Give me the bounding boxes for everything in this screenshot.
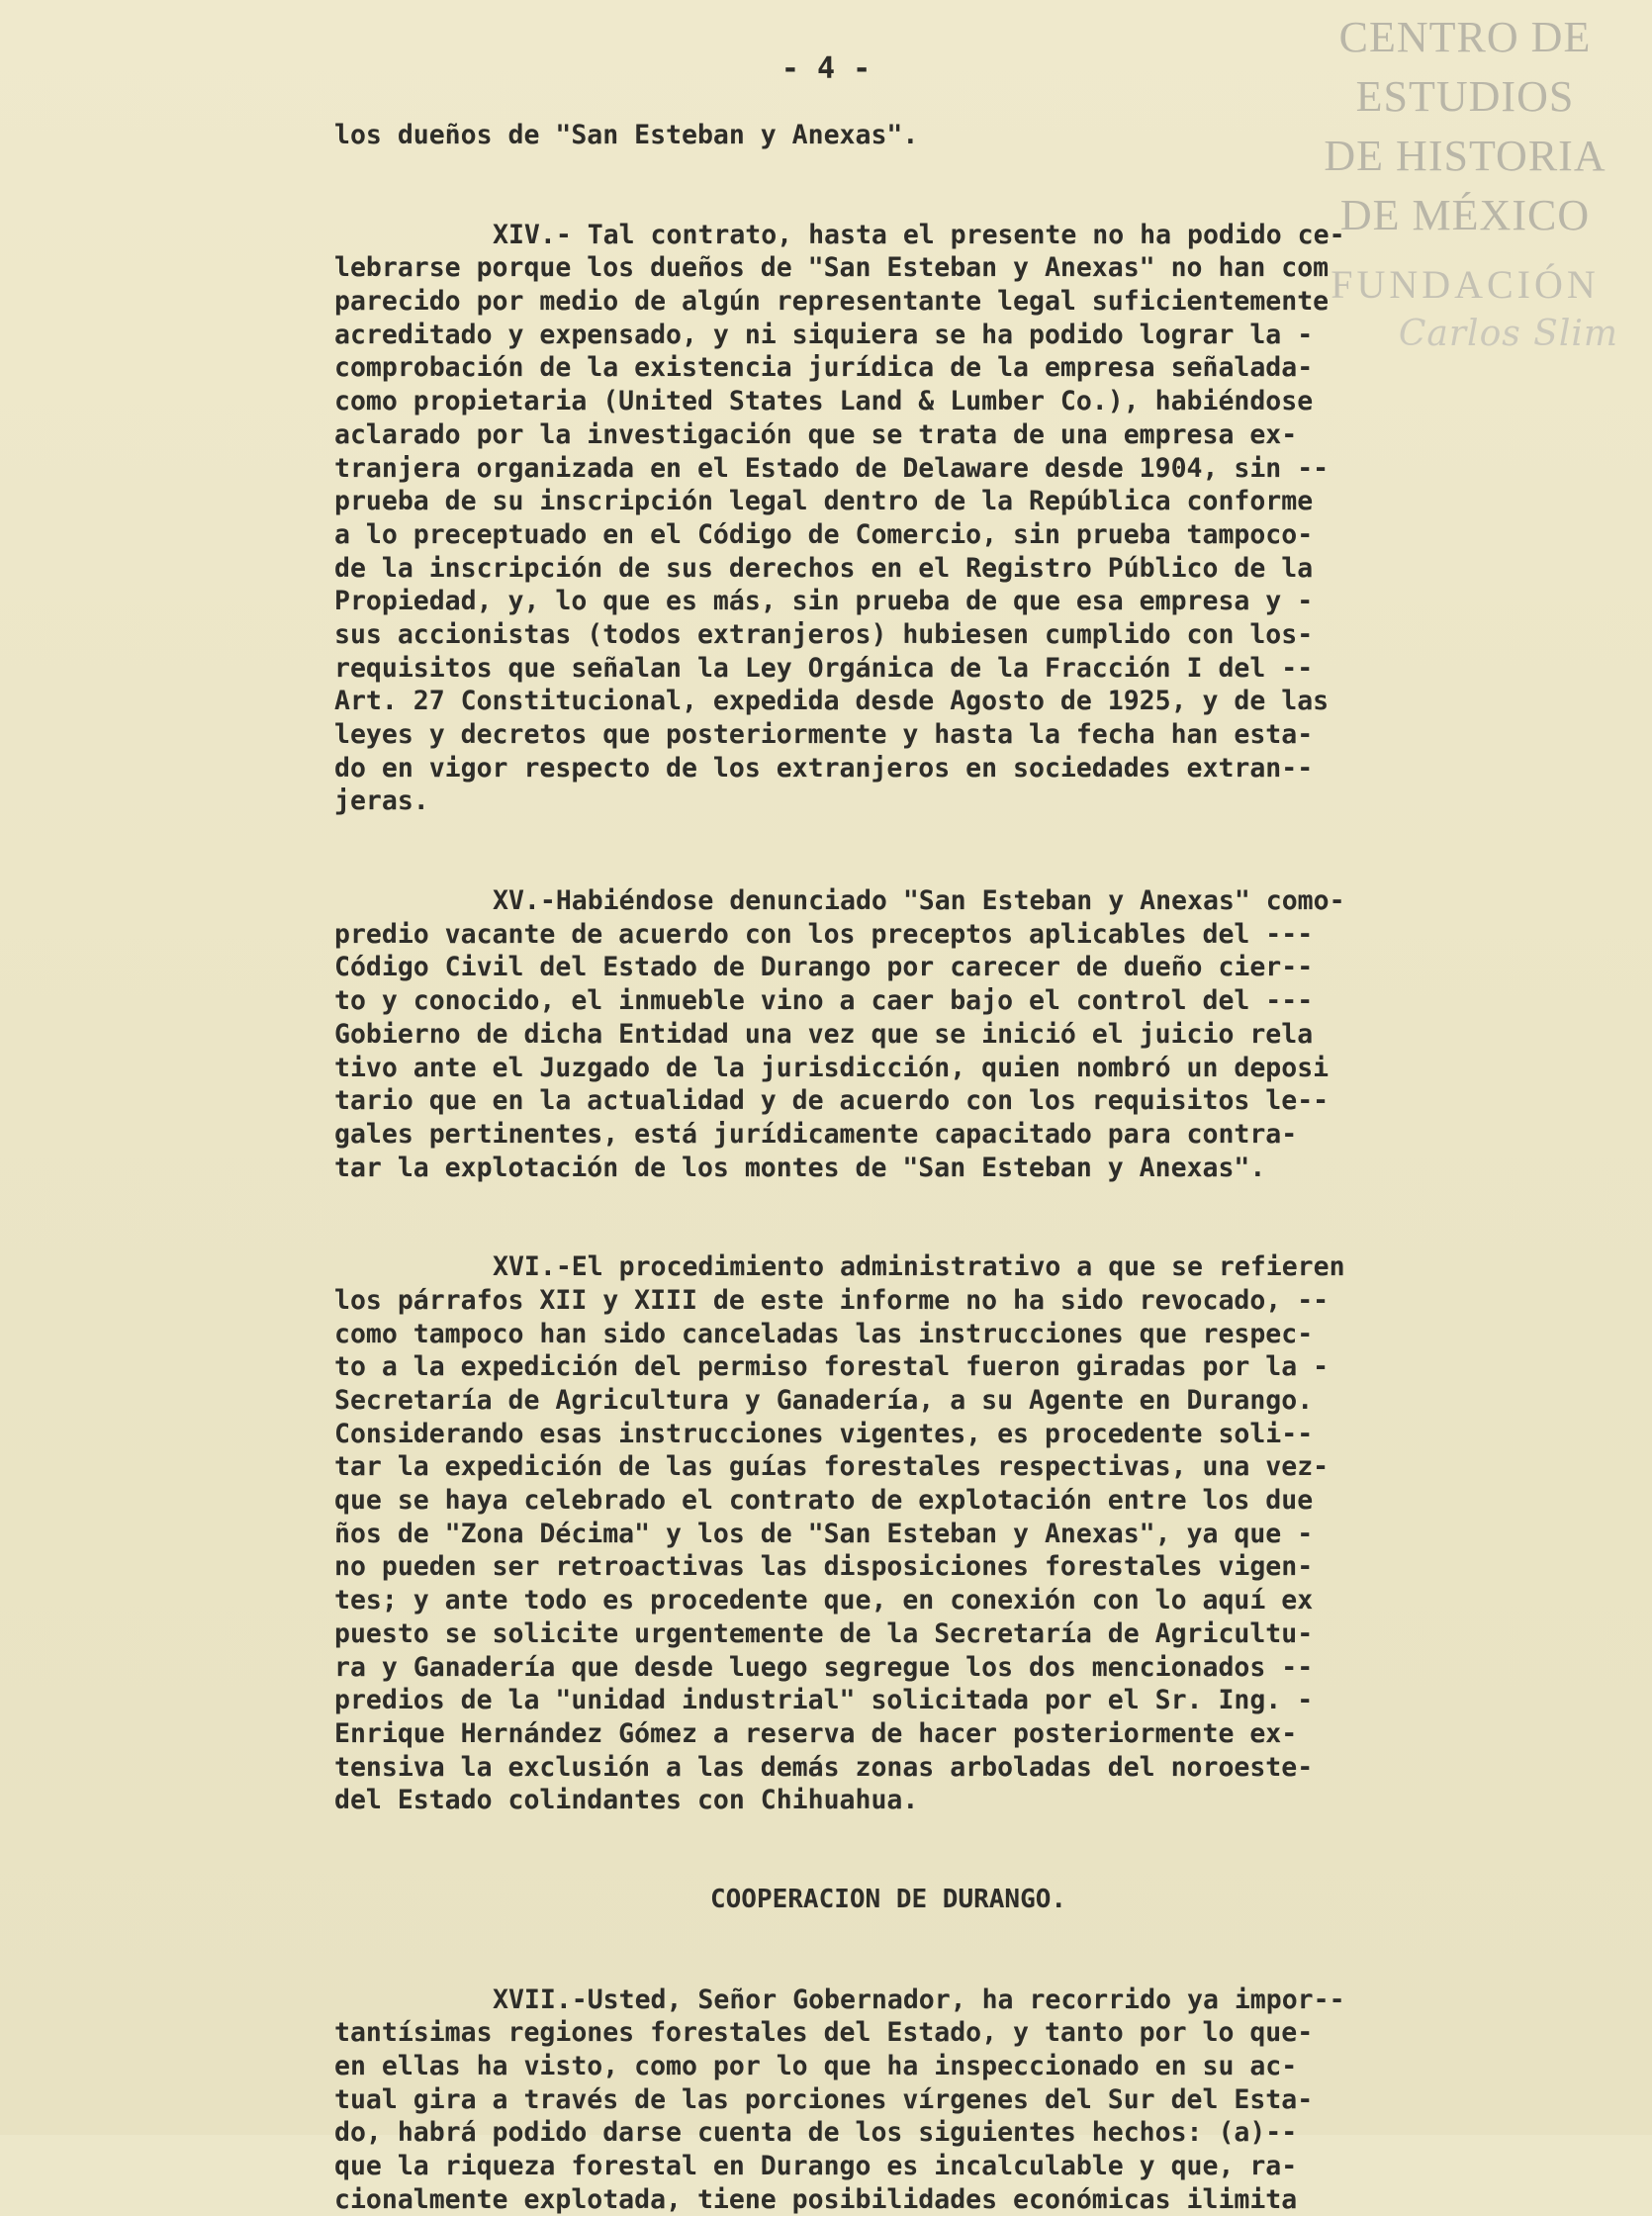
text-line: tario que en la actualidad y de acuerdo con los requisitos le-- (334, 1085, 1330, 1117)
text-line: tual gira a través de las porciones vírgenes del Sur del Esta- (334, 2083, 1314, 2115)
watermark-line: DE MÉXICO (1339, 191, 1591, 239)
text-line: do en vigor respecto de los extranjeros en sociedades extran-- (334, 752, 1314, 784)
text-line: como propietaria (United States Land & Lumber Co.), habiéndose (334, 386, 1314, 417)
watermark-line: CENTRO DE (1338, 13, 1592, 61)
watermark-sub: FUNDACIÓN (1331, 262, 1600, 307)
text-line: to y conocido, el inmueble vino a caer bajo el control del --- (334, 985, 1314, 1017)
paragraph-gap (334, 152, 1571, 219)
text-line: to a la expedición del permiso forestal fueron giradas por la - (334, 1351, 1330, 1383)
text-line: sus accionistas (todos extranjeros) hubiesen cumplido con los- (334, 618, 1314, 650)
text-line: Enrique Hernández Gómez a reserva de hacer posteriormente ex- (334, 1717, 1298, 1749)
text-line: a lo preceptuado en el Código de Comercio, sin prueba tampoco- (334, 518, 1314, 550)
text-line: tes; y ante todo es procedente que, en conexión con lo aquí ex (334, 1585, 1314, 1616)
watermark-script: Carlos Slim (1398, 314, 1618, 354)
text-line: tantísimas regiones forestales del Estado, y tanto por lo que- (334, 2017, 1314, 2049)
text-line: tivo ante el Juzgado de la jurisdicción, quien nombró un deposi (334, 1052, 1330, 1083)
text-line: como tampoco han sido canceladas las instrucciones que respec- (334, 1318, 1314, 1349)
text-line: que se haya celebrado el contrato de explotación entre los due (334, 1485, 1314, 1517)
text-line: tar la expedición de las guías forestales respectivas, una vez- (334, 1451, 1330, 1483)
text-line: Considerando esas instrucciones vigentes, es procedente soli-- (334, 1418, 1314, 1449)
watermark-line: DE HISTORIA (1324, 132, 1606, 180)
text-line: los dueños de "San Esteban y Anexas". (334, 120, 919, 150)
document-body (334, 119, 1571, 2216)
text-line: jeras. (334, 785, 429, 817)
paragraph-gap (334, 1184, 1571, 1250)
text-line: gales pertinentes, está jurídicamente capacitado para contra- (334, 1118, 1298, 1150)
paragraph-gap (334, 1917, 1571, 1984)
text-line: puesto se solicite urgentemente de la Secretaría de Agricultu- (334, 1617, 1314, 1649)
text-line: cionalmente explotada, tiene posibilidades económicas ilimita (334, 2183, 1298, 2215)
paragraph-gap (334, 818, 1571, 884)
section-heading: COOPERACION DE DURANGO. (710, 1884, 1067, 1914)
text-line: Art. 27 Constitucional, expedida desde Agosto de 1925, y de las (334, 686, 1330, 717)
text-line: predios de la "unidad industrial" solicitada por el Sr. Ing. - (334, 1685, 1314, 1716)
text-line: Secretaría de Agricultura y Ganadería, a su Agente en Durango. (334, 1385, 1314, 1416)
text-line: XVII.-Usted, Señor Gobernador, ha recorrido ya impor-- (493, 1984, 1345, 2015)
text-line: Gobierno de dicha Entidad una vez que se inició el juicio rela (334, 1018, 1314, 1050)
text-line: predio vacante de acuerdo con los preceptos aplicables del --- (334, 918, 1314, 950)
text-line: comprobación de la existencia jurídica de la empresa señalada- (334, 352, 1314, 384)
text-line: lebrarse porque los dueños de "San Esteban y Anexas" no han com (334, 252, 1330, 284)
text-line: requisitos que señalan la Ley Orgánica de la Fracción I del -- (334, 652, 1314, 684)
text-line: no pueden ser retroactivas las disposiciones forestales vigen- (334, 1551, 1314, 1583)
text-line: parecido por medio de algún representante legal suficientemente (334, 286, 1330, 318)
paragraph-gap (334, 1817, 1571, 1884)
text-line: ra y Ganadería que desde luego segregue los dos mencionados -- (334, 1651, 1314, 1683)
watermark-line: ESTUDIOS (1355, 72, 1575, 121)
text-line: tensiva la exclusión a las demás zonas arboladas del noroeste- (334, 1751, 1314, 1783)
page-number: - 4 - (780, 51, 872, 86)
text-line: que la riqueza forestal en Durango es incalculable y que, ra- (334, 2151, 1298, 2182)
text-line: do, habrá podido darse cuenta de los siguientes hechos: (a)-- (334, 2117, 1298, 2149)
text-line: del Estado colindantes con Chihuahua. (334, 1785, 919, 1816)
text-line: prueba de su inscripción legal dentro de la República conforme (334, 486, 1314, 517)
text-line: XIV.- Tal contrato, hasta el presente no ha podido ce- (493, 219, 1345, 250)
text-line: los párrafos XII y XIII de este informe no ha sido revocado, -- (334, 1284, 1330, 1316)
text-line: tar la explotación de los montes de "San Esteban y Anexas". (334, 1152, 1266, 1183)
text-line: de la inscripción de sus derechos en el Registro Público de la (334, 552, 1314, 584)
text-line: aclarado por la investigación que se trata de una empresa ex- (334, 418, 1298, 450)
text-line: Propiedad, y, lo que es más, sin prueba de que esa empresa y - (334, 586, 1314, 617)
text-line: tranjera organizada en el Estado de Delaware desde 1904, sin -- (334, 452, 1330, 484)
text-line: Código Civil del Estado de Durango por carecer de dueño cier-- (334, 952, 1314, 983)
text-line: en ellas ha visto, como por lo que ha inspeccionado en su ac- (334, 2051, 1298, 2081)
text-line: XV.-Habiéndose denunciado "San Esteban y Anexas" como- (493, 885, 1345, 917)
text-line: XVI.-El procedimiento administrativo a que se refieren (493, 1251, 1345, 1283)
text-line: leyes y decretos que posteriormente y hasta la fecha han esta- (334, 719, 1314, 750)
text-line: acreditado y expensado, y ni siquiera se ha podido lograr la - (334, 319, 1314, 350)
text-line: ños de "Zona Décima" y los de "San Esteban y Anexas", ya que - (334, 1518, 1314, 1549)
